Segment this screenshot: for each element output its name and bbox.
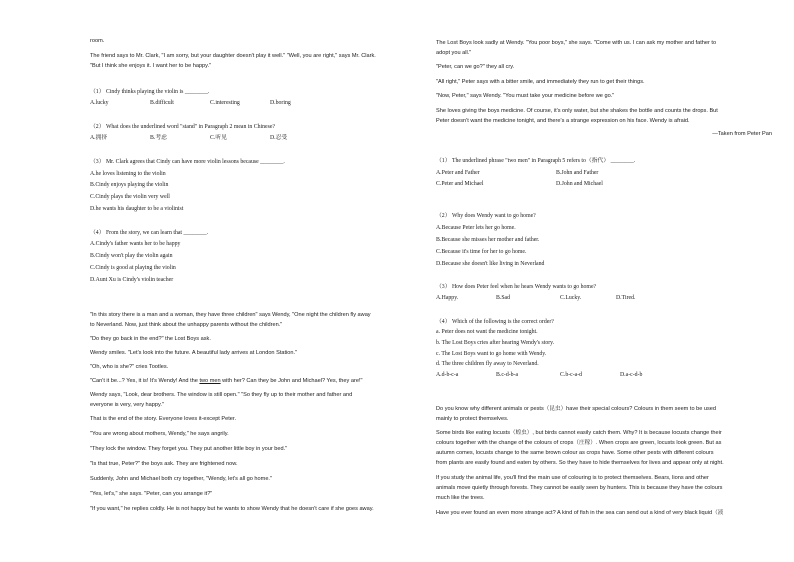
passage-line: everyone is very, very happy.": [90, 402, 164, 408]
option-d: D.忍受: [270, 135, 288, 141]
passage-line: Wendy says, "Look, dear brothers. The window is still open." "So they fly up to their mother and father and: [90, 392, 353, 398]
passage-line: "Do they go back in the end?" the Lost Boys ask.: [90, 336, 211, 342]
passage-line: Peter doesn't want the medicine tonight, and there's a strange expression on his face. Wendy is afraid.: [436, 118, 690, 124]
passage-text: "Can't it be...? Yes, it is! It's Wendy! And the: [90, 378, 200, 384]
passage-line: [90, 378, 363, 385]
passage-line: colours together with the change of the colours of crops（庄稼）. When crops are green, locusts look green. But as: [436, 440, 722, 446]
statement-a: a. Peter does not want the medicine tonight.: [436, 329, 538, 335]
option-d: D.Tired.: [616, 295, 636, 301]
passage-line: "Now, Peter," says Wendy. "You must take your medicine before we go.": [436, 93, 615, 99]
option-c: C.Peter and Michael: [436, 181, 484, 187]
option-b: B.Because she misses her mother and father.: [436, 237, 540, 243]
passage-line: The friend says to Mr. Clark, "I am sorry, but your daughter doesn't play it well." "Well, you are right," says Mr. Clark.: [90, 53, 376, 59]
passage-line: from plants are easily found and eaten by others. So they have to hide themselves for lives and appear only at night.: [436, 460, 724, 466]
source-credit: —Taken from Peter Pan: [712, 131, 772, 137]
option-d: D.Aunt Xu is Cindy's violin teacher: [90, 277, 174, 283]
passage-line: That is the end of the story. Everyone loves it-except Peter.: [90, 416, 237, 422]
statement-c: c. The Lost Boys want to go home with Wendy.: [436, 351, 547, 357]
option-b: B.Cindy won't play the violin again: [90, 253, 173, 259]
option-a: A.Because Peter lets her go home.: [436, 225, 516, 231]
option-d: D.a-c-d-b: [620, 372, 643, 378]
option-c: C.Lucky.: [560, 295, 582, 301]
question-2: （2） Why does Wendy want to go home?: [436, 213, 536, 219]
passage-line: Suddenly, John and Michael both cry together, "Wendy, let's all go home.": [90, 476, 272, 482]
option-d: D.he wants his daughter to be a violinist: [90, 206, 184, 212]
passage-line: "You are wrong about mothers, Wendy," he says angrily.: [90, 431, 229, 437]
option-c: C.Cindy plays the violin very well: [90, 194, 170, 200]
option-a: A.拥挤: [90, 135, 108, 141]
option-b: B.c-d-b-a: [496, 372, 519, 378]
passage-line: "Oh, who is she?" cries Tootles.: [90, 364, 169, 370]
option-a: A.d-b-c-a: [436, 372, 459, 378]
option-a: A.Cindy's father wants her to be happy: [90, 241, 181, 247]
option-d: D.John and Michael: [556, 181, 603, 187]
passage-line: adopt you all.": [436, 50, 472, 56]
passage-line: Wendy smiles. "Let's look into the future. A beautiful lady arrives at London Station.": [90, 350, 298, 356]
question-4-options: [436, 372, 772, 379]
passage-line: "But I think she enjoys it. I want her to be happy.": [90, 63, 212, 69]
passage-line: autumn comes, locusts change to the same brown colour as crops have. Some other pests with different colours: [436, 450, 714, 456]
passage-line: Some birds like eating locusts（蝗虫）, but birds cannot easily catch them. Why? It is because locusts change their: [436, 430, 722, 436]
option-c: C.听见: [210, 135, 227, 141]
option-a: A.Happy.: [436, 295, 459, 301]
underlined-phrase: two men: [199, 378, 221, 384]
question-1-options: [436, 181, 772, 188]
question-3: （3） Mr. Clark agrees that Cindy can have more violin lessons because ________.: [90, 159, 285, 165]
passage-line: She loves giving the boys medicine. Of course, it's only water, but she shakes the bottle and counts the drops. But: [436, 108, 718, 114]
passage-line: "All right," Peter says with a bitter smile, and immediately they run to get their things.: [436, 79, 645, 85]
option-a: A.he loves listening to the violin: [90, 171, 166, 177]
option-b: B.Cindy enjoys playing the violin: [90, 182, 169, 188]
passage-line: Have you ever found an even more strange act? A kind of fish in the sea can send out a kind of very black liquid（液: [436, 510, 724, 516]
passage-line: "They lock the window. They forget you. They put another little boy in your bed.": [90, 446, 288, 452]
question-1: （1） The underlined phrase "two men" in Paragraph 5 refers to（指代） ________.: [436, 158, 636, 164]
passage-line: "Is that true, Peter?" the boys ask. They are frightened now.: [90, 461, 238, 467]
passage-line: If you study the animal life, you'll find the main use of colouring is to protect themselves. Bears, lions and other: [436, 475, 709, 481]
statement-d: d. The three children fly away to Neverland.: [436, 361, 539, 367]
option-c: C.Cindy is good at playing the violin: [90, 265, 176, 271]
passage-text: with her? Can they be John and Michael? Yes, they are!": [220, 378, 363, 384]
option-d: D.Because she doesn't like living in Neverland: [436, 261, 545, 267]
passage-line: "In this story there is a man and a woman, they have three children" says Wendy, "One night the children fly away: [90, 312, 371, 318]
question-1-options: [436, 170, 772, 177]
passage-line: room.: [90, 38, 105, 44]
question-1-options: [90, 100, 420, 107]
question-4: （4） From the story, we can learn that ________.: [90, 230, 209, 236]
statement-b: b. The Lost Boys cries after hearing Wendy's story.: [436, 340, 555, 346]
passage-line: to Neverland. Now, just think about the unhappy parents without the children.": [90, 322, 283, 328]
option-b: B.Sad: [496, 295, 511, 301]
passage-line: Do you know why different animals or pests（昆虫）have their special colours? Colours in them seem to be used: [436, 406, 717, 412]
passage-line: The Lost Boys look sadly at Wendy. "You poor boys," she says. "Come with us. I can ask my mother and father to: [436, 40, 717, 46]
question-4: （4） Which of the following is the correct order?: [436, 319, 554, 325]
option-c: C.interesting: [210, 100, 240, 106]
question-1: （1） Cindy thinks playing the violin is ________.: [90, 89, 210, 95]
option-d: D.boring: [270, 100, 291, 106]
option-c: C.Because it's time for her to go home.: [436, 249, 527, 255]
passage-line: mainly to protect themselves.: [436, 416, 509, 422]
option-c: C.b-c-a-d: [560, 372, 583, 378]
question-3-options: [436, 295, 772, 302]
option-b: B.考虑: [150, 135, 167, 141]
option-a: A.Peter and Father: [436, 170, 480, 176]
passage-line: "If you want," he replies coldly. He is not happy but he wants to show Wendy that he doesn't care if she goes away.: [90, 506, 374, 512]
passage-line: "Yes, let's," she says. "Peter, can you arrange it?": [90, 491, 213, 497]
passage-line: animals move quietly through forests. They cannot be easily seen by hunters. This is because they have the colours: [436, 485, 723, 491]
option-b: B.difficult: [150, 100, 174, 106]
question-2: （2） What does the underlined word "stand" in Paragraph 2 mean in Chinese?: [90, 124, 276, 130]
question-3: （3） How does Peter feel when he hears Wendy wants to go home?: [436, 284, 597, 290]
option-a: A.lucky: [90, 100, 109, 106]
passage-line: much like the trees.: [436, 495, 485, 501]
question-2-options: [90, 135, 420, 142]
option-b: B.John and Father: [556, 170, 599, 176]
passage-line: "Peter, can we go?" they all cry.: [436, 64, 515, 70]
